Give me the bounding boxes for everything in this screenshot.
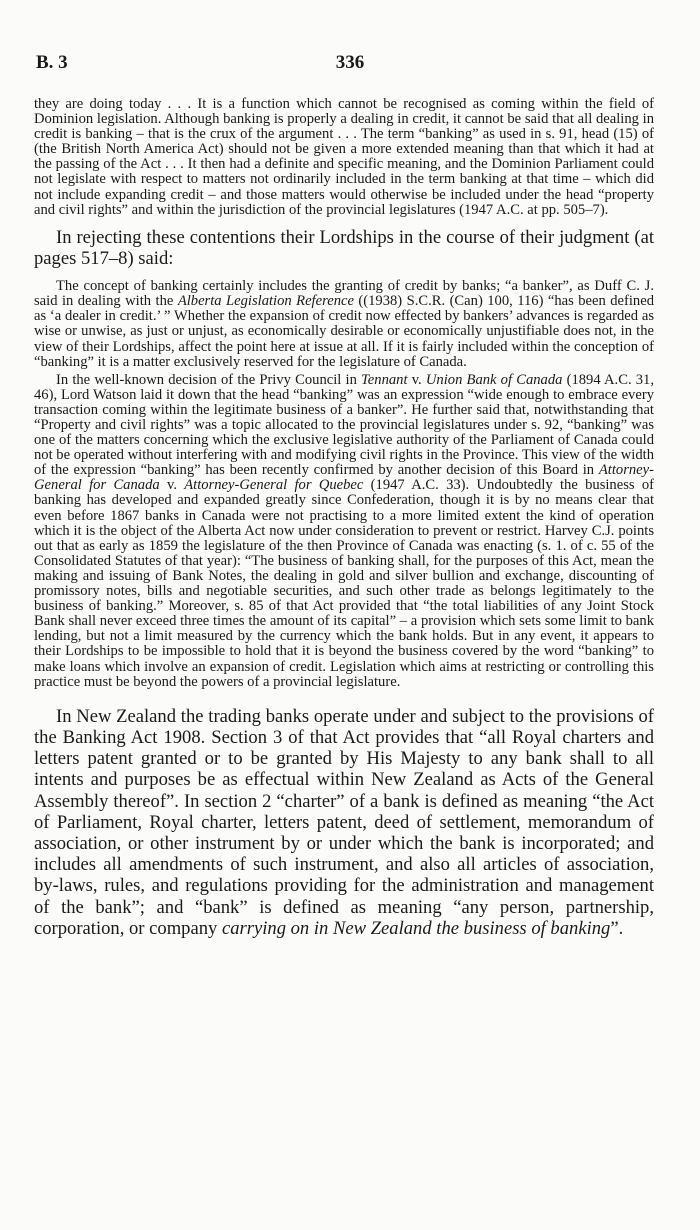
- page-number: 336: [335, 52, 365, 73]
- quoted-paragraph-privy-council: In the well-known decision of the Privy Council in Tennant v. Union Bank of Canada (1894 A.C. 31, 46), Lord Watson laid it down that the head “banking” was an expression “wide enough to embrace every transaction coming within the legitimate business of a banker”. He further said that, notwithstanding that “Property and civil rights” was a topic allocated to the provincial legislatures under s. 92, “banking” was one of the matters concerning which the exclusive legislative authority of the Parliament of Canada could not be operated without interfering with and modifying civil rights in the Province. This view of the width of the expression “banking” has been recently confirmed by another decision of this Board in Attorney-General for Canada v. Attorney-General for Quebec (1947 A.C. 33). Undoubtedly the business of banking has developed and expanded greatly since Confederation, though it is by no means clear that even before 1867 banks in Canada were not practising to a more limited extent the kind of operation which it is the object of the Alberta Act now under consideration to prevent or restrict. Harvey C.J. points out that as early as 1859 the legislature of the then Province of Canada was enacting (s. 1. of c. 55 of the Consolidated Statutes of that year): “The business of banking shall, for the purposes of this Act, mean the making and issuing of Bank Notes, the dealing in gold and silver bullion and exchange, discounting of promissory notes, bills and negotiable securities, and such other trade as belongs legitimately to the business of banking.” Moreover, s. 85 of that Act provided that “the total liabilities of any Joint Stock Bank shall never exceed three times the amount of its capital” – a provision which sets some limit to bank lending, but not a limit measured by the currency which the bank holds. But in any event, it appears to their Lordships to be impossible to hold that it is beyond the business covered by the word “banking” to make loans which involve an expansion of credit. Legislation which aims at restricting or controlling this practice must be beyond the powers of a provincial legislature.: [34, 371, 655, 690]
- body-paragraph-new-zealand: In New Zealand the trading banks operate under and subject to the provisions of the Banking Act 1908. Section 3 of that Act provides that “all Royal charters and letters patent granted or to be granted by His Majesty to any bank shall to all intents and purposes be as effectual within New Zealand as Acts of the General Assembly thereof”. In section 2 “charter” of a bank is defined as meaning “the Act of Parliament, Royal charter, letters patent, deed of settlement, memorandum of association, or other instrument by or under which the bank is incorporated; and includes all amendments of such instrument, and also all articles of association, by-laws, rules, and regulations providing for the administration and management of the bank”; and “bank” is defined as meaning “any person, partnership, corporation, or company carrying on in New Zealand the business of banking”.: [34, 705, 654, 939]
- case-name: Tennant: [361, 371, 408, 388]
- case-name: Attorney-General for Canada: [34, 462, 654, 494]
- quoted-passage-continuation: they are doing today . . . It is a function which cannot be recognised as coming within the field of Dominion legislation. Although banking is properly a dealing in credit, it cannot be said that all dealing in credit is banking – that is the crux of the argument . . . The term “banking” as used in s. 91, head (15) of (the British North America Act) should not be given a more extended meaning than that which it had at the passing of the Act . . . It then had a definite and specific meaning, and the Dominion Parliament could not legislate with respect to matters not ordinarily included in the term banking at that time – which did not include expanding credit – and those matters would otherwise be included under the head “property and civil rights” and within the jurisdiction of the provincial legislatures (1947 A.C. at pp. 505–7).: [34, 96, 654, 218]
- case-name: Attorney-General for Quebec: [184, 477, 364, 494]
- page-header: [36, 52, 664, 76]
- case-name: Alberta Legislation Reference: [177, 293, 354, 310]
- series-label: B. 3: [36, 52, 68, 73]
- body-paragraph-intro: In rejecting these contentions their Lordships in the course of their judgment (at pages 517–8) said:: [34, 226, 654, 269]
- emphasized-phrase: carrying on in New Zealand the business of banking: [221, 917, 611, 939]
- document-body: [34, 97, 654, 939]
- quoted-paragraph-credit: The concept of banking certainly includes the granting of credit by banks; “a banker”, as Duff C. J. said in dealing with the Alberta Legislation Reference ((1938) S.C.R. (Can) 100, 116) “has been defined as ‘a dealer in credit.’ ” Whether the expansion of credit now effected by bankers’ advances is regarded as wise or unwise, as just or unjust, as economically desirable or economically unjustifiable does not, in the view of their Lordships, affect the point here at issue at all. If it is fairly included within the conception of “banking” it is a matter exclusively reserved for the legislature of Canada.: [34, 278, 655, 370]
- case-name: Union Bank of Canada: [425, 371, 563, 388]
